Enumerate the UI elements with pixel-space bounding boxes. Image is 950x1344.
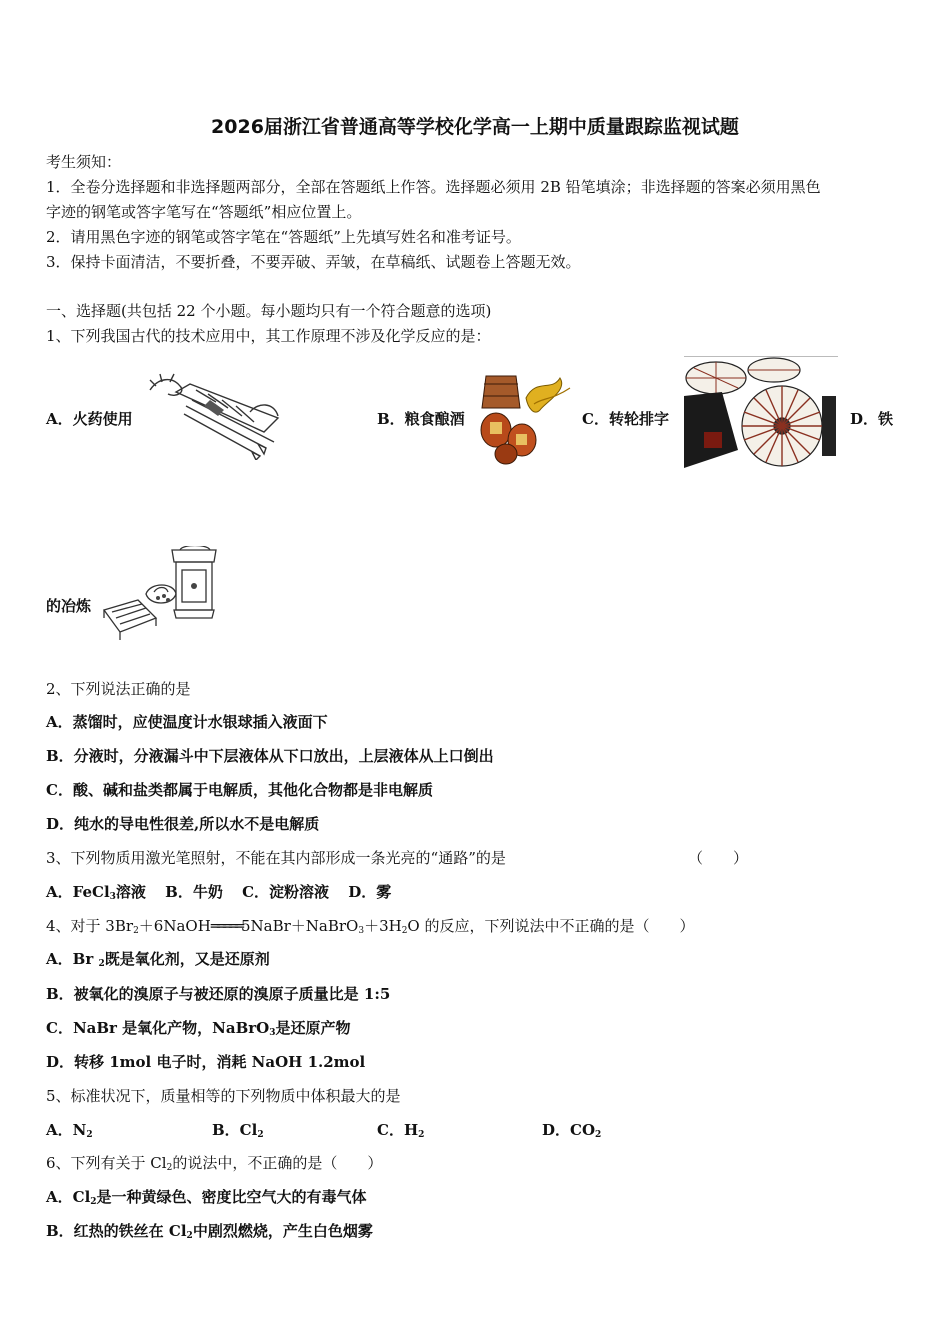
notice-item-1-line-2: 字迹的钢笔或答字笔写在“答题纸”相应位置上。	[46, 203, 362, 221]
notice-header: 考生须知：	[46, 153, 122, 171]
q5-option-a: A．$N_2$	[46, 1121, 93, 1140]
q2-option-d: D．纯水的导电性很差,所以水不是电解质	[46, 815, 320, 833]
q3-answer-bracket: （ ）	[688, 849, 749, 867]
q2-stem: 2、下列说法正确的是	[46, 680, 191, 698]
q5-option-d: D．$CO_2$	[542, 1121, 602, 1140]
q4-option-a: A．Br $_2$既是氧化剂，又是还原剂	[46, 950, 270, 969]
q3-option-a: A．FeCl$_3$溶液	[46, 883, 146, 902]
section-heading: 一、选择题(共包括 22 个小题。每小题均只有一个符合题意的选项)	[46, 302, 492, 320]
q5-option-c: C．$H_2$	[377, 1121, 425, 1140]
q3-options	[46, 882, 391, 907]
reaction-equals-sign: ═════	[210, 917, 241, 935]
type-wheel-icon	[682, 356, 840, 470]
q1-option-b: B．粮食酿酒	[377, 410, 465, 428]
q5-option-b: B．$Cl_2$	[212, 1121, 264, 1140]
gunpowder-rocket-icon	[146, 372, 286, 460]
q4-option-d: D．转移 1mol 电子时，消耗 NaOH 1.2mol	[46, 1053, 366, 1071]
q6-option-a: A．$Cl_2$是一种黄绿色、密度比空气大的有毒气体	[46, 1188, 367, 1207]
notice-item-3: 3．保持卡面清洁，不要折叠，不要弄破、弄皱，在草稿纸、试题卷上答题无效。	[46, 253, 581, 271]
q1-option-d: D．铁	[850, 410, 894, 428]
q3-option-c: C．淀粉溶液	[242, 883, 330, 901]
q1-option-d-continued: 的冶炼	[46, 597, 92, 615]
q5-stem: 5、标准状况下，质量相等的下列物质中体积最大的是	[46, 1087, 401, 1105]
q6-stem: 6、下列有关于 $Cl_2$的说法中，不正确的是（ ）	[46, 1154, 383, 1173]
q6-option-b: B．红热的铁丝在 $Cl_2$中剧烈燃烧，产生白色烟雾	[46, 1222, 373, 1241]
q2-option-a: A．蒸馏时，应使温度计水银球插入液面下	[46, 713, 328, 731]
q3-option-b: B．牛奶	[165, 883, 223, 901]
q1-option-a: A．火药使用	[46, 410, 133, 428]
q1-stem: 1、下列我国古代的技术应用中，其工作原理不涉及化学反应的是：	[46, 327, 491, 345]
notice-item-2: 2．请用黑色字迹的钢笔或答字笔在“答题纸”上先填写姓名和准考证号。	[46, 228, 521, 246]
notice-item-1-line-1: 1．全卷分选择题和非选择题两部分，全部在答题纸上作答。选择题必须用 2B 铅笔填涂；非选择题的答案必须用黑色	[46, 178, 821, 196]
q2-option-c: C．酸、碱和盐类都属于电解质，其他化合物都是非电解质	[46, 781, 433, 799]
q4-option-b: B．被氧化的溴原子与被还原的溴原子质量比是 1:5	[46, 985, 391, 1003]
q4-option-c: C．NaBr 是氧化产物，NaBrO$_3$是还原产物	[46, 1019, 351, 1038]
q3-stem: 3、下列物质用激光笔照射，不能在其内部形成一条光亮的“通路”的是	[46, 849, 506, 867]
q2-option-b: B．分液时，分液漏斗中下层液体从下口放出，上层液体从上口倒出	[46, 747, 494, 765]
q4-stem: 4、对于 $3Br_2+6NaOH═════5NaBr+NaBrO_3+3H_2O$ 的反应，下列说法中不正确的是（ ）	[46, 917, 695, 936]
wine-brewing-icon	[476, 368, 576, 466]
q3-option-d: D．雾	[348, 883, 392, 901]
q1-option-c: C．转轮排字	[582, 410, 669, 428]
iron-smelting-icon	[98, 546, 222, 642]
page-title: 2026届浙江省普通高等学校化学高一上期中质量跟踪监视试题	[211, 116, 739, 138]
